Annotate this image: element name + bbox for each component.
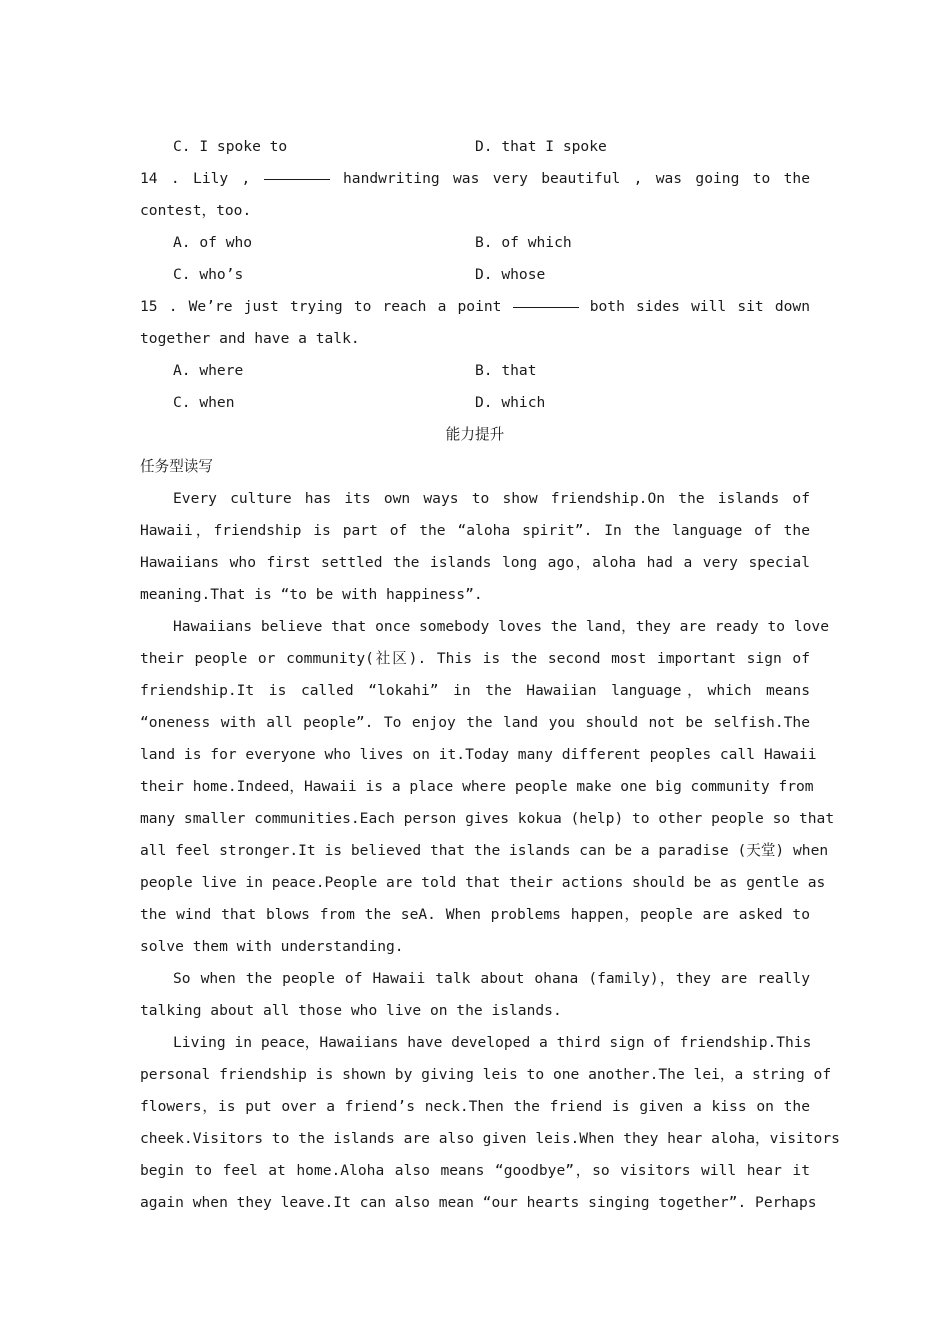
q15-option-b: B. that bbox=[475, 362, 537, 379]
passage-line: cheek.Visitors to the islands are also given leis.When they hear aloha，visitors bbox=[140, 1130, 840, 1147]
passage-line: Hawaiians believe that once somebody loves the land，they are ready to love bbox=[173, 618, 829, 635]
q15-stem-part1: 15 . We’re just trying to reach a point bbox=[140, 298, 502, 315]
passage-line: their home.Indeed，Hawaii is a place where people make one big community from bbox=[140, 778, 814, 795]
task-title: 任务型读写 bbox=[140, 458, 213, 475]
passage-line: many smaller communities.Each person gives kokua (help) to other people so that bbox=[140, 810, 835, 827]
passage-line: So when the people of Hawaii talk about ohana (family)，they are really bbox=[173, 970, 810, 987]
q15-stem-part2: both sides will sit down bbox=[589, 298, 810, 315]
q15-stem-line2: together and have a talk. bbox=[140, 330, 360, 347]
passage-line: their people or community(社区). This is the second most important sign of bbox=[140, 650, 810, 667]
passage-line: talking about all those who live on the islands. bbox=[140, 1002, 562, 1019]
q15-option-d: D. which bbox=[475, 394, 546, 411]
q14-option-a: A. of who bbox=[173, 234, 253, 251]
q13-options-row bbox=[140, 131, 810, 163]
section-title: 能力提升 bbox=[445, 426, 505, 443]
q14-answer-blank bbox=[264, 179, 330, 180]
q14-option-b: B. of which bbox=[475, 234, 572, 251]
passage-line: Living in peace，Hawaiians have developed a third sign of friendship.This bbox=[173, 1034, 812, 1051]
q15-options-row2 bbox=[140, 387, 810, 419]
q15-answer-blank bbox=[513, 307, 579, 308]
q13-option-d: D. that I spoke bbox=[475, 138, 607, 155]
q14-options-row1 bbox=[140, 227, 810, 259]
passage-line: Hawaii，friendship is part of the “aloha spirit”. In the language of the bbox=[140, 522, 810, 539]
passage-line: begin to feel at home.Aloha also means “goodbye”，so visitors will hear it bbox=[140, 1162, 810, 1179]
q14-stem-line1 bbox=[140, 163, 810, 195]
q15-options-row1 bbox=[140, 355, 810, 387]
q14-stem-part1: 14 . Lily , bbox=[140, 170, 251, 187]
q14-stem-part2: handwriting was very beautiful , was going to the bbox=[343, 170, 810, 187]
passage-line: Hawaiians who first settled the islands long ago，aloha had a very special bbox=[140, 554, 810, 571]
q14-options-row2 bbox=[140, 259, 810, 291]
q15-option-c: C. when bbox=[173, 394, 235, 411]
passage-line: land is for everyone who lives on it.Today many different peoples call Hawaii bbox=[140, 746, 817, 763]
reading-passage bbox=[140, 483, 840, 1219]
passage-line: the wind that blows from the seA. When problems happen，people are asked to bbox=[140, 906, 810, 923]
q15-stem-line1 bbox=[140, 291, 810, 323]
document-page bbox=[140, 131, 840, 1219]
passage-line: “oneness with all people”. To enjoy the land you should not be selfish.The bbox=[140, 714, 810, 731]
q14-stem-line2: contest，too. bbox=[140, 202, 252, 219]
q14-option-c: C. who’s bbox=[173, 266, 244, 283]
passage-line: again when they leave.It can also mean “our hearts singing together”. Perhaps bbox=[140, 1194, 817, 1211]
q14-option-d: D. whose bbox=[475, 266, 546, 283]
q13-option-c: C. I spoke to bbox=[173, 138, 288, 155]
passage-line: Every culture has its own ways to show friendship.On the islands of bbox=[173, 490, 810, 507]
passage-line: flowers，is put over a friend’s neck.Then the friend is given a kiss on the bbox=[140, 1098, 810, 1115]
passage-line: friendship.It is called “lokahi” in the Hawaiian language，which means bbox=[140, 682, 810, 699]
passage-line: people live in peace.People are told that their actions should be as gentle as bbox=[140, 874, 826, 891]
passage-line: meaning.That is “to be with happiness”. bbox=[140, 586, 483, 603]
passage-line: personal friendship is shown by giving leis to one another.The lei，a string of bbox=[140, 1066, 832, 1083]
passage-line: all feel stronger.It is believed that the islands can be a paradise (天堂) when bbox=[140, 842, 829, 859]
passage-line: solve them with understanding. bbox=[140, 938, 404, 955]
q15-option-a: A. where bbox=[173, 362, 244, 379]
